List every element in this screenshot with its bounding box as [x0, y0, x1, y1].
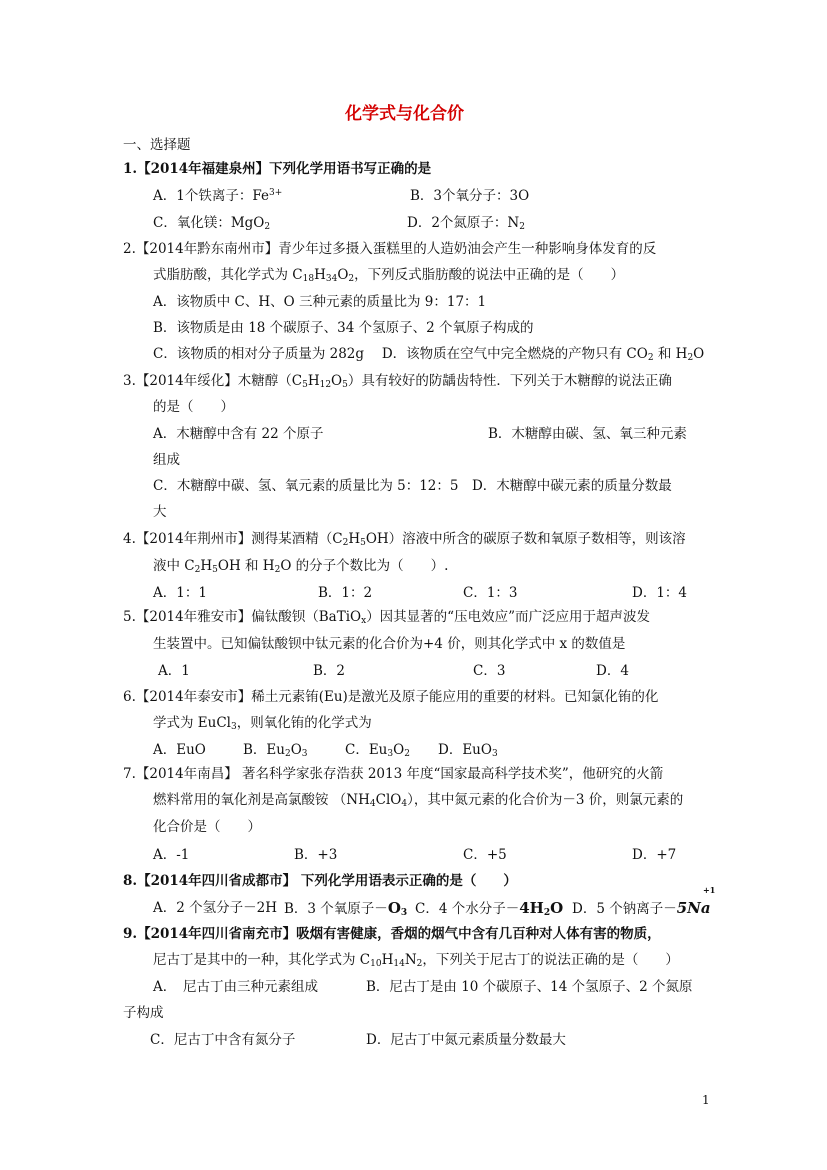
q7-option-c: C．+5 [463, 847, 507, 863]
q4-stem-line1: 4.【2014年荆州市】测得某酒精$(C_2H_5OH)$溶液中所含的碳原子数和氧原子数相等，则该溶 [123, 531, 686, 548]
q4-option-c: C．1：3 [463, 585, 518, 601]
q3-option-b-cont: 组成 [153, 452, 180, 468]
q6-option-c: C．$Eu_3O_2$ [345, 742, 410, 759]
q9-option-b: B．尼古丁是由 10 个碳原子、14 个氢原子、2 个氮原 [366, 979, 693, 995]
q7-option-d: D．+7 [632, 847, 677, 863]
q8-option-c: C．4 个水分子$-4H_2O$ [415, 899, 564, 918]
q2-option-a: A．该物质中 C、H、O 三种元素的质量比为 9：17：1 [153, 294, 487, 310]
q6-stem-line1: 6.【2014年泰安市】稀土元素铕(Eu)是激光及原子能应用的重要的材料。已知氯化铕的化 [123, 689, 659, 705]
q8-option-b: B．3 个氧原子$-O_3$ [284, 899, 408, 918]
q9-option-a: A． 尼古丁由三种元素组成 [153, 979, 318, 995]
q4-option-b: B．1：2 [318, 585, 373, 601]
q7-stem-line3: 化合价是（ ） [153, 819, 261, 835]
q3-option-b: B．木糖醇由碳、氢、氧三种元素 [488, 426, 687, 442]
q6-stem-line2: 学式为 EuCl$_3$，则氧化铕的化学式为 [153, 715, 372, 732]
q8-stem: 8.【2014年四川省成都市】 下列化学用语表示正确的是（ ） [123, 873, 517, 889]
q5-option-c: C．3 [473, 663, 506, 679]
q5-option-a: A．1 [158, 663, 190, 679]
q5-option-b: B．2 [313, 663, 346, 679]
q2-stem-line1: 2.【2014年黔东南州市】青少年过多摄入蛋糕里的人造奶油会产生一种影响身体发育的反 [123, 241, 657, 257]
q9-option-c: C．尼古丁中含有氮分子 [150, 1032, 296, 1048]
q7-option-b: B．+3 [294, 847, 338, 863]
page-number: 1 [702, 1093, 710, 1107]
q1-option-a: A．1个铁离子：$Fe^{3+}$ [153, 188, 283, 204]
q1-option-c: C．氧化镁：MgO$_2$ [153, 215, 271, 232]
q3-stem-line2: 的是（ ） [153, 399, 234, 415]
q5-stem-line1: 5.【2014年雅安市】偏钛酸钡（BaTiO$_x$）因其显著的“压电效应”而广泛应用于超声波发 [123, 609, 650, 626]
q1-option-d: D．2个氮原子：$N_2$ [407, 215, 525, 232]
q9-option-d: D．尼古丁中氮元素质量分数最大 [366, 1032, 566, 1048]
q3-stem-line1: 3.【2014年绥化】木糖醇$(C_5H_{12}O_5)$具有较好的防龋齿特性．下列关于木糖醇的说法正确 [123, 373, 672, 390]
q8-option-d: D．5 个钠离子－5Na [572, 899, 711, 917]
q2-stem-line2: 式脂肪酸，其化学式为 $C_{18}H_{34}O_2$，下列反式脂肪酸的说法中正确的是（ ） [153, 267, 625, 284]
q8-option-a: A．2 个氢分子－2H [153, 900, 277, 916]
q4-option-d: D．1：4 [632, 585, 688, 601]
page-title: 化学式与化合价 [345, 104, 464, 124]
q2-option-c-d: C．该物质的相对分子质量为 282g D．该物质在空气中完全燃烧的产物只有 $CO_2$ 和 $H_2O$ [153, 346, 705, 363]
q2-option-b: B．该物质是由 18 个碳原子、34 个氢原子、2 个氧原子构成的 [153, 320, 534, 336]
q4-stem-line2: 液中 $C_2H_5OH$ 和 $H_2O$ 的分子个数比为（ ）. [153, 558, 449, 575]
q3-option-c-d: C．木糖醇中碳、氢、氧元素的质量比为 5：12：5 D．木糖醇中碳元素的质量分数最 [153, 478, 672, 494]
q1-option-b: B．3个氧分子：3O [410, 188, 530, 204]
q9-option-b-cont: 子构成 [123, 1005, 164, 1021]
section-heading: 一、选择题 [123, 137, 191, 153]
q9-stem-line1: 9.【2014年四川省南充市】吸烟有害健康，香烟的烟气中含有几百种对人体有害的物质， [123, 926, 661, 942]
q6-option-b: B．$Eu_2O_3$ [243, 742, 308, 759]
q5-option-d: D．4 [596, 663, 629, 679]
q3-option-d-cont: 大 [153, 504, 167, 520]
q6-option-d: D．EuO$_3$ [438, 742, 498, 759]
q7-option-a: A．-1 [153, 847, 190, 863]
q3-option-a: A．木糖醇中含有 22 个原子 [153, 426, 324, 442]
q6-option-a: A．EuO [153, 742, 206, 758]
q1-stem: 1.【2014年福建泉州】下列化学用语书写正确的是 [123, 161, 432, 177]
q4-option-a: A．1：1 [153, 585, 207, 601]
q5-stem-line2: 生装置中。已知偏钛酸钡中钛元素的化合价为+4 价，则其化学式中 x 的数值是 [153, 636, 626, 652]
q9-stem-line2: 尼古丁是其中的一种，其化学式为 $C_{10}H_{14}N_2$，下列关于尼古丁的说法正确的是（ ） [153, 952, 679, 969]
q7-stem-line2: 燃料常用的氧化剂是高氯酸铵 $(NH_4ClO_4)$，其中氮元素的化合价为－3 价，则氯元素的 [153, 792, 684, 809]
q7-stem-line1: 7.【2014年南昌】 著名科学家张存浩获 2013 年度“国家最高科学技术奖”，他研究的火箭 [123, 766, 664, 782]
q8-option-d-charge: +1 [703, 885, 716, 895]
